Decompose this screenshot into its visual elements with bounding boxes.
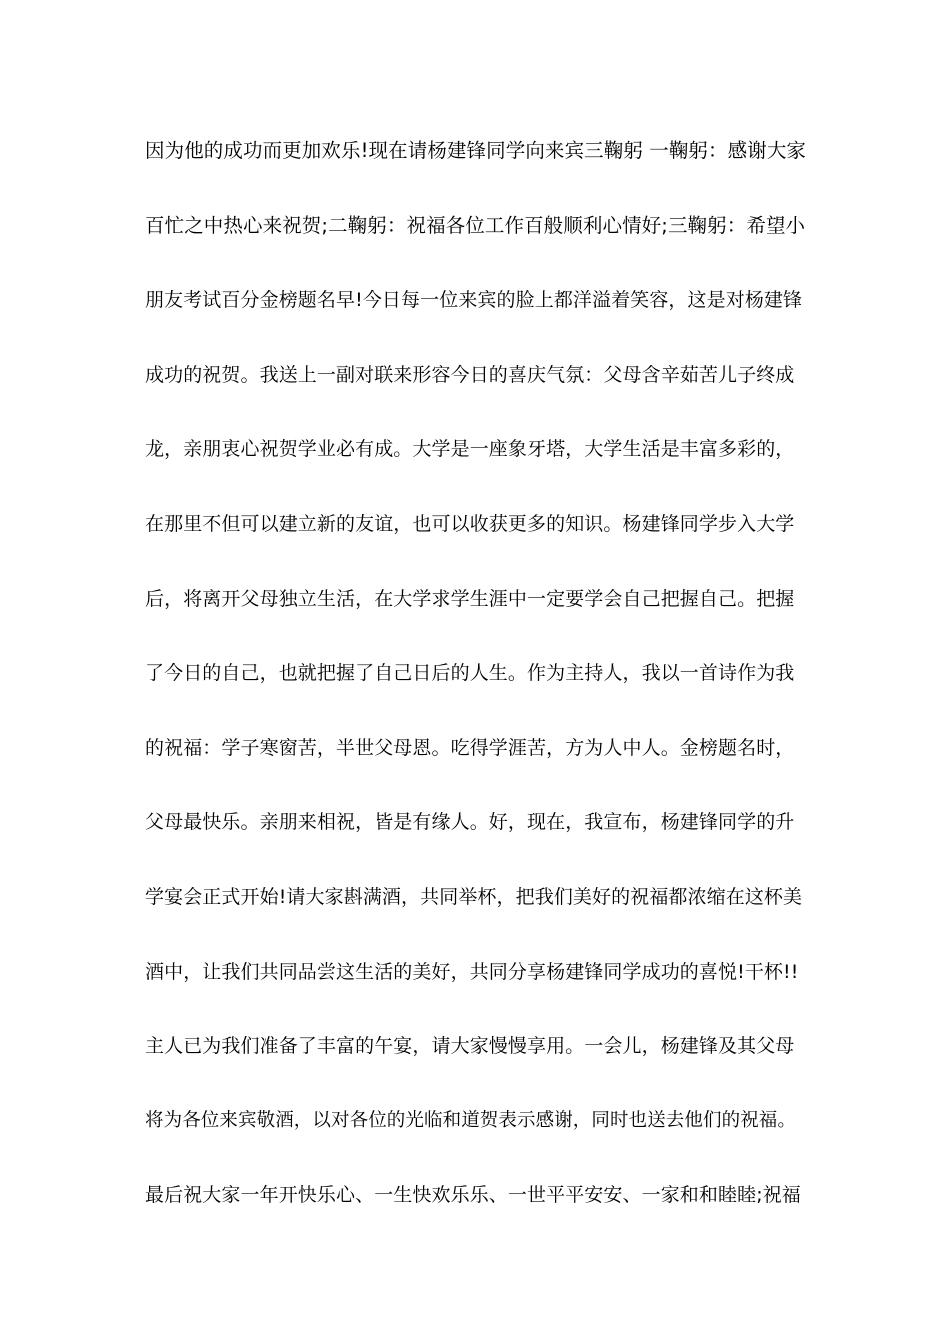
text-line: 龙，亲朋衷心祝贺学业必有成。大学是一座象牙塔，大学生活是丰富多彩的， [145,438,795,461]
text-line: 朋友考试百分金榜题名早!今日每一位来宾的脸上都洋溢着笑容，这是对杨建锋 [145,289,803,312]
text-line: 成功的祝贺。我送上一副对联来形容今日的喜庆气氛：父母含辛茹苦儿子终成 [145,363,795,386]
text-line: 学宴会正式开始!请大家斟满酒，共同举杯，把我们美好的祝福都浓缩在这杯美 [145,885,803,908]
body-text [145,132,810,1251]
text-line: 在那里不但可以建立新的友谊，也可以收获更多的知识。杨建锋同学步入大学 [145,512,795,535]
text-line: 的祝福：学子寒窗苦，半世父母恩。吃得学涯苦，方为人中人。金榜题名时， [145,736,795,759]
text-line: 主人已为我们准备了丰富的午宴，请大家慢慢享用。一会儿，杨建锋及其父母 [145,1035,795,1058]
text-line: 父母最快乐。亲朋来相祝，皆是有缘人。好，现在，我宣布，杨建锋同学的升 [145,811,795,834]
text-line: 将为各位来宾敬酒，以对各位的光临和道贺表示感谢，同时也送去他们的祝福。 [145,1109,797,1131]
text-line: 酒中，让我们共同品尝这生活的美好，共同分享杨建锋同学成功的喜悦!干杯!! [145,960,799,983]
text-line: 因为他的成功而更加欢乐!现在请杨建锋同学向来宾三鞠躬 一鞠躬：感谢大家 [145,139,807,162]
text-line: 后，将离开父母独立生活，在大学求学生涯中一定要学会自己把握自己。把握 [145,587,795,610]
text-line: 百忙之中热心来祝贺;二鞠躬：祝福各位工作百般顺利心情好;三鞠躬：希望小 [145,213,806,237]
text-line: 最后祝大家一年开快乐心、一生快欢乐乐、一世平平安安、一家和和睦睦;祝福 [145,1184,801,1207]
text-line: 了今日的自己，也就把握了自己日后的人生。作为主持人，我以一首诗作为我 [145,662,795,685]
